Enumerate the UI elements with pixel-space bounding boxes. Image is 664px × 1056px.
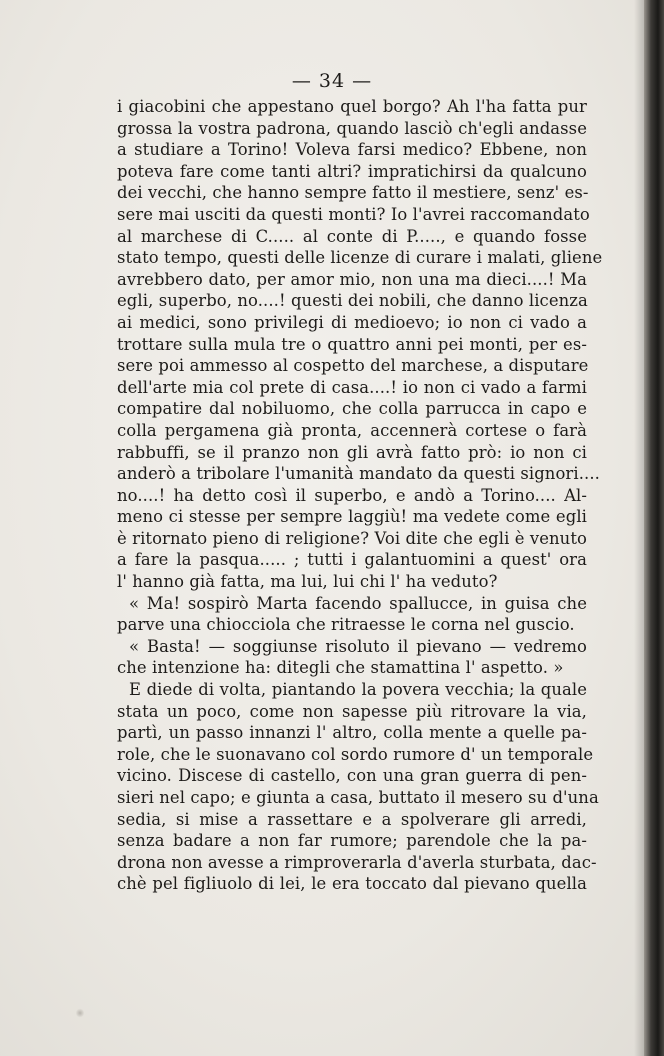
paper-speck: [76, 1008, 84, 1018]
text-line: dei vecchi, che hanno sempre fatto il mestiere, senz' es-: [117, 183, 589, 203]
text-line: colla pergamena già pronta, accennerà cortese o farà: [117, 420, 587, 440]
text-line: egli, superbo, no....! questi dei nobili, che danno licenza: [117, 291, 588, 311]
text-line: E diede di volta, piantando la povera vecchia; la quale: [129, 680, 587, 700]
text-line: « Ma! sospirò Marta facendo spallucce, in guisa che: [129, 593, 587, 613]
text-line: sedia, si mise a rassettare e a spolverare gli arredi,: [117, 809, 587, 829]
text-line: sere poi ammesso al cospetto del marchese, a disputare: [117, 356, 589, 376]
text-line: sieri nel capo; e giunta a casa, buttato il mesero su d'una: [117, 788, 599, 807]
text-line: i giacobini che appestano quel borgo? Ah l'ha fatta pur: [117, 97, 587, 116]
text-line: poteva fare come tanti altri? impratichirsi da qualcuno: [117, 161, 587, 181]
text-line: l' hanno già fatta, ma lui, lui chi l' ha veduto?: [117, 572, 498, 592]
text-line: chè pel figliuolo di lei, le era toccato dal pievano quella: [117, 874, 587, 894]
text-line: stato tempo, questi delle licenze di curare i malati, gliene: [117, 248, 603, 268]
text-line: role, che le suonavano col sordo rumore d' un temporale: [117, 744, 594, 764]
text-line: al marchese di C..... al conte di P....., e quando fosse: [117, 226, 587, 246]
page-number: — 34 —: [291, 70, 373, 92]
text-line: vicino. Discese di castello, con una gran guerra di pen-: [117, 766, 587, 786]
book-binding-edge: [644, 0, 664, 1056]
text-line: no....! ha detto così il superbo, e andò a Torino.... Al-: [117, 485, 587, 505]
text-line: è ritornato pieno di religione? Voi dite che egli è venuto: [117, 528, 587, 548]
text-line: rabbuffi, se il pranzo non gli avrà fatto prò: io non ci: [117, 442, 587, 462]
text-line: ai medici, sono privilegi di medioevo; io non ci vado a: [117, 312, 587, 332]
text-line: meno ci stesse per sempre laggiù! ma vedete come egli: [117, 507, 587, 527]
text-line: grossa la vostra padrona, quando lasciò ch'egli andasse: [117, 118, 587, 138]
text-line: senza badare a non far rumore; parendole che la pa-: [117, 831, 587, 851]
text-line: parve una chiocciola che ritraesse le corna nel guscio.: [117, 615, 575, 635]
text-line: trottare sulla mula tre o quattro anni pei monti, per es-: [117, 334, 587, 354]
text-line: sere mai usciti da questi monti? Io l'avrei raccomandato: [117, 204, 590, 224]
text-line: che intenzione ha: ditegli che stamattina l' aspetto. »: [117, 658, 564, 678]
text-line: avrebbero dato, per amor mio, non una ma dieci....! Ma: [117, 269, 587, 289]
text-line: partì, un passo innanzi l' altro, colla mente a quelle pa-: [117, 723, 587, 743]
text-line: a studiare a Torino! Voleva farsi medico? Ebbene, non: [117, 140, 587, 160]
text-line: a fare la pasqua..... ; tutti i galantuomini a quest' ora: [117, 550, 587, 570]
text-line: « Basta! — soggiunse risoluto il pievano — vedremo: [129, 636, 587, 656]
text-line: anderò a tribolare l'umanità mandato da questi signori....: [117, 464, 600, 484]
body-text: [117, 96, 603, 895]
text-line: dell'arte mia col prete di casa....! io non ci vado a farmi: [117, 377, 587, 397]
text-line: stata un poco, come non sapesse più ritrovare la via,: [117, 701, 587, 721]
text-line: drona non avesse a rimproverarla d'averla sturbata, dac-: [117, 852, 597, 872]
text-line: compatire dal nobiluomo, che colla parrucca in capo e: [117, 399, 587, 419]
